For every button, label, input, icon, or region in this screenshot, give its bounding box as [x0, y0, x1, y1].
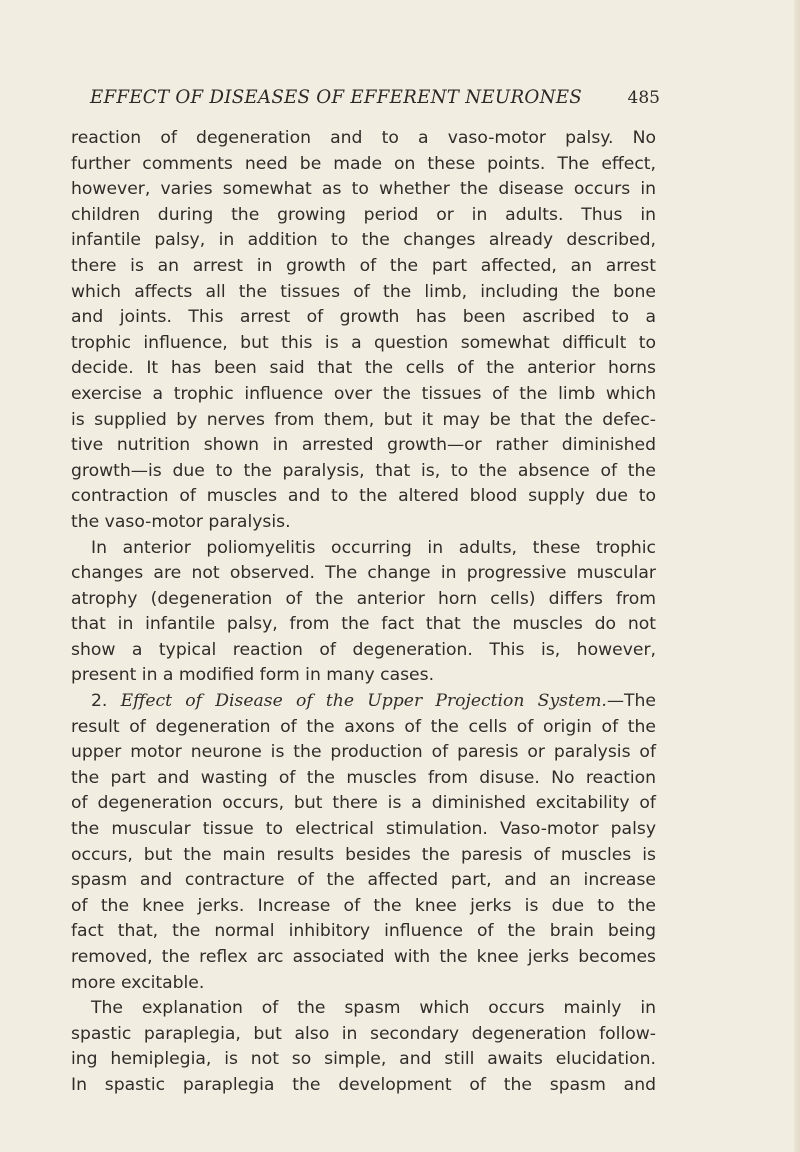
text-line: the part and wasting of the muscles from disuse. No reaction [71, 767, 656, 788]
text-line: decide. It has been said that the cells of the anterior horns [71, 358, 656, 379]
text-line: of the knee jerks. Increase of the knee jerks is due to the [71, 895, 656, 916]
text-line: changes are not observed. The change in progressive muscular [71, 563, 656, 584]
section-title-rest: —The [606, 691, 656, 712]
text-line: more excitable. [71, 972, 205, 993]
text-line: the muscular tissue to electrical stimulation. Vaso-motor palsy [71, 819, 656, 840]
running-head [90, 87, 668, 115]
text-line: occurs, but the main results besides the paresis of muscles is [71, 844, 656, 865]
text-line: growth—is due to the paralysis, that is, to the absence of the [71, 460, 656, 481]
text-line: spasm and contracture of the affected part, and an increase [71, 870, 656, 891]
section-number: 2. [91, 691, 108, 712]
body-text [71, 126, 656, 1099]
text-line: contraction of muscles and to the altered blood supply due to [71, 486, 656, 507]
paragraph-first-line: The explanation of the spasm which occurs mainly in [91, 998, 656, 1019]
text-line: children during the growing period or in adults. Thus in [71, 204, 656, 225]
page-number: 485 [627, 88, 660, 108]
page-edge-shadow [794, 0, 800, 1152]
text-line: there is an arrest in growth of the part affected, an arrest [71, 255, 656, 276]
text-line: spastic paraplegia, but also in secondary degeneration follow- [71, 1023, 656, 1044]
text-line: removed, the reflex arc associated with the knee jerks becomes [71, 947, 656, 967]
text-line: infantile palsy, in addition to the changes already described, [71, 230, 656, 251]
text-line: atrophy (degeneration of the anterior horn cells) differs from [71, 588, 656, 609]
text-line: exercise a trophic influence over the tissues of the limb which [71, 383, 656, 404]
text-line: trophic influence, but this is a question somewhat difficult to [71, 332, 656, 353]
text-line: present in a modified form in many cases. [71, 665, 435, 686]
text-line: which affects all the tissues of the limb, including the bone [71, 281, 656, 302]
text-line: reaction of degeneration and to a vaso-motor palsy. No [71, 128, 656, 148]
text-line: ing hemiplegia, is not so simple, and still awaits elucidation. [71, 1049, 656, 1070]
text-line: result of degeneration of the axons of the cells of origin of the [71, 716, 656, 737]
text-line: that in infantile palsy, from the fact that the muscles do not [71, 614, 656, 635]
text-line: and joints. This arrest of growth has been ascribed to a [71, 307, 656, 328]
running-title: EFFECT OF DISEASES OF EFFERENT NEURONES [90, 87, 582, 108]
text-line: further comments need be made on these points. The effect, [71, 153, 656, 174]
text-line: of degeneration occurs, but there is a diminished excitability of [71, 793, 656, 814]
text-line: fact that, the normal inhibitory influence of the brain being [71, 921, 656, 942]
text-line: is supplied by nerves from them, but it may be that the defec- [71, 409, 656, 430]
text-line: upper motor neurone is the production of paresis or paralysis of [71, 742, 656, 763]
paragraph-first-line: In anterior poliomyelitis occurring in adults, these trophic [91, 537, 656, 558]
text-line: tive nutrition shown in arrested growth—or rather diminished [71, 435, 656, 456]
text-line: show a typical reaction of degeneration. This is, however, [71, 639, 656, 660]
text-line: In spastic paraplegia the development of the spasm and [71, 1074, 656, 1095]
section-title: Effect of Disease of the Upper Projection System. [120, 691, 607, 712]
text-line: the vaso-motor paralysis. [71, 511, 291, 532]
text-line: however, varies somewhat as to whether the disease occurs in [71, 179, 656, 200]
section-heading-line [71, 689, 656, 715]
